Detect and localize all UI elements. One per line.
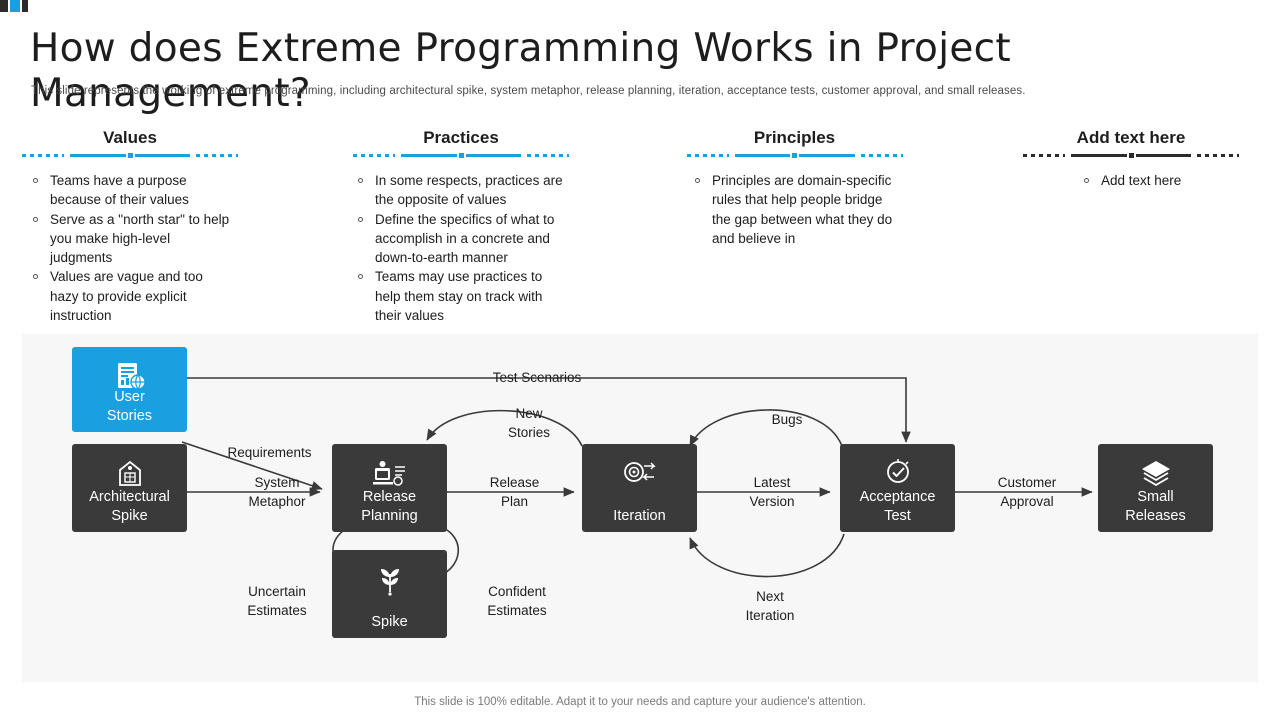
node-label: User Stories xyxy=(106,389,153,424)
underline-dash-right xyxy=(527,154,569,157)
edge-label-next-iteration: Next Iteration xyxy=(745,589,795,623)
column-values xyxy=(30,128,230,325)
edge-label-uncertain-estimates: Uncertain Estimates xyxy=(247,584,307,618)
list-item: In some respects, practices are the opposite of values xyxy=(355,171,567,210)
column-title-principles: Principles xyxy=(753,128,836,147)
layers-icon xyxy=(1139,458,1173,488)
column-add-text[interactable] xyxy=(1031,128,1231,190)
underline-dash-right xyxy=(1197,154,1239,157)
list-item: Define the specifics of what to accomplish in a concrete and down-to-earth manner xyxy=(355,210,567,268)
column-title-practices: Practices xyxy=(423,128,499,147)
bullet-list-principles xyxy=(692,171,897,248)
underline-dash-left xyxy=(22,154,64,157)
underline-dash-left xyxy=(1023,154,1065,157)
underline-dash-left xyxy=(353,154,395,157)
edge-label-latest-version: Latest Version xyxy=(749,475,795,509)
underline-node xyxy=(790,151,799,160)
node-label: Spike xyxy=(371,614,408,630)
accent-block-blue xyxy=(10,0,20,12)
column-title-add-text[interactable]: Add text here xyxy=(1076,128,1186,147)
bullet-list-practices xyxy=(355,171,567,325)
edge-label-system-metaphor: System Metaphor xyxy=(248,475,306,509)
column-underline-add-text xyxy=(1071,154,1191,157)
planning-gear-icon xyxy=(371,458,409,488)
list-item: Teams have a purpose because of their values xyxy=(30,171,230,210)
node-acceptance-test[interactable] xyxy=(840,444,955,532)
page-subtitle: This slide represents the working of extreme programming, including architectural spike, system metaphor, release planning, iteration, acceptance tests, customer approval, and small releases. xyxy=(31,85,1026,97)
page-title: How does Extreme Programming Works in Project Management? xyxy=(30,26,1011,116)
checked-clock-icon xyxy=(882,458,914,488)
list-item: Principles are domain-specific rules that help people bridge the gap between what they do and believe in xyxy=(692,171,897,248)
column-practices xyxy=(355,128,567,325)
underline-dash-left xyxy=(687,154,729,157)
node-label: Acceptance Test xyxy=(859,489,936,524)
blueprint-icon xyxy=(114,458,146,490)
node-spike[interactable] xyxy=(332,550,447,638)
node-label: Architectural Spike xyxy=(89,489,170,524)
edge-label-bugs: Bugs xyxy=(771,412,803,427)
node-label: Small Releases xyxy=(1125,489,1186,524)
node-user-stories[interactable] xyxy=(72,347,187,432)
list-item: Serve as a "north star" to help you make high-level judgments xyxy=(30,210,230,268)
process-diagram xyxy=(22,334,1258,682)
plant-icon xyxy=(374,564,406,598)
accent-block-dark-2 xyxy=(22,0,28,12)
edge-label-requirements: Requirements xyxy=(227,445,312,460)
bullet-list-add-text xyxy=(1031,171,1231,190)
node-architectural-spike[interactable] xyxy=(72,444,187,532)
iteration-target-icon xyxy=(622,458,658,488)
underline-dash-right xyxy=(196,154,238,157)
node-label: Iteration xyxy=(613,508,666,524)
edge-label-test-scenarios: Test Scenarios xyxy=(492,370,582,385)
underline-node xyxy=(126,151,135,160)
bullet-list-values xyxy=(30,171,230,325)
node-release-planning[interactable] xyxy=(332,444,447,532)
underline-node xyxy=(457,151,466,160)
list-item: Values are vague and too hazy to provide explicit instruction xyxy=(30,267,230,325)
edge-label-new-stories: New Stories xyxy=(507,406,551,440)
underline-node xyxy=(1127,151,1136,160)
list-item[interactable]: Add text here xyxy=(1081,171,1231,190)
column-underline-values xyxy=(70,154,190,157)
column-principles xyxy=(692,128,897,248)
column-underline-principles xyxy=(735,154,855,157)
list-item: Teams may use practices to help them stay on track with their values xyxy=(355,267,567,325)
footer-note: This slide is 100% editable. Adapt it to your needs and capture your audience's attention. xyxy=(414,696,866,708)
top-accent-bar xyxy=(0,0,1280,12)
column-title-values: Values xyxy=(103,128,157,147)
column-underline-practices xyxy=(401,154,521,157)
node-small-releases[interactable] xyxy=(1098,444,1213,532)
node-label: Release Planning xyxy=(361,489,418,524)
node-iteration[interactable] xyxy=(582,444,697,532)
edge-label-confident-estimates: Confident Estimates xyxy=(487,584,547,618)
accent-block-dark-1 xyxy=(0,0,8,12)
edge-label-release-plan: Release Plan xyxy=(489,475,540,509)
edge-label-customer-approval: Customer Approval xyxy=(997,475,1057,509)
underline-dash-right xyxy=(861,154,903,157)
